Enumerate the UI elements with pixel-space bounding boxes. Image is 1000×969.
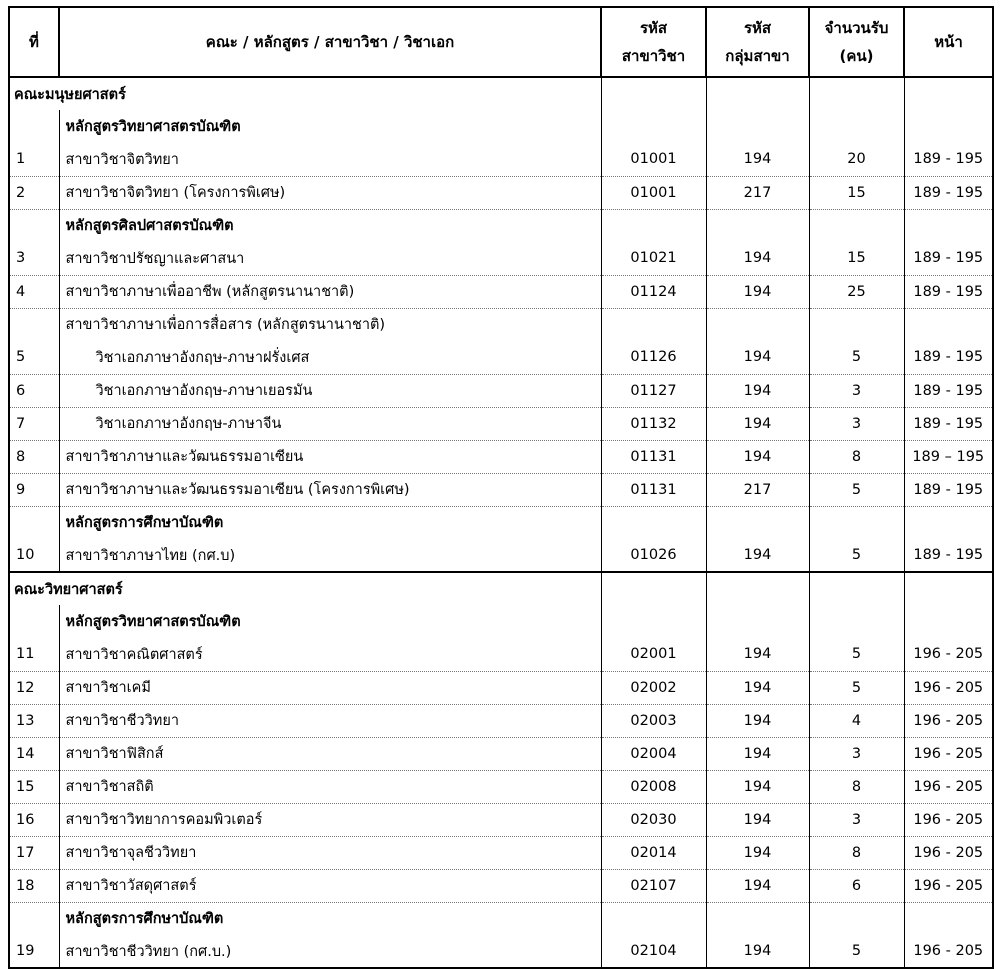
row-page: 189 - 195 bbox=[904, 176, 993, 209]
row-no: 14 bbox=[9, 737, 59, 770]
row-page: 189 - 195 bbox=[904, 275, 993, 308]
row-count: 6 bbox=[809, 869, 904, 902]
row-code: 02008 bbox=[601, 770, 706, 803]
row-page: 189 - 195 bbox=[904, 407, 993, 440]
row-code: 02002 bbox=[601, 671, 706, 704]
row-page: 189 - 195 bbox=[904, 143, 993, 176]
row-page: 196 - 205 bbox=[904, 704, 993, 737]
row-page: 196 - 205 bbox=[904, 737, 993, 770]
row-page: 189 – 195 bbox=[904, 440, 993, 473]
row-no: 10 bbox=[9, 539, 59, 572]
row-count: 5 bbox=[809, 539, 904, 572]
row-count: 5 bbox=[809, 671, 904, 704]
row-name: สาขาวิชาจุลชีววิทยา bbox=[59, 836, 601, 869]
row-group: 194 bbox=[706, 407, 809, 440]
table-row bbox=[9, 275, 993, 308]
row-name: สาขาวิชาสถิติ bbox=[59, 770, 601, 803]
row-code: 01132 bbox=[601, 407, 706, 440]
row-count: 20 bbox=[809, 143, 904, 176]
table-row bbox=[9, 836, 993, 869]
subgroup-row bbox=[9, 308, 993, 341]
row-name: สาขาวิชาปรัชญาและศาสนา bbox=[59, 242, 601, 275]
row-group: 194 bbox=[706, 671, 809, 704]
row-page: 196 - 205 bbox=[904, 869, 993, 902]
table-row bbox=[9, 473, 993, 506]
row-group: 194 bbox=[706, 836, 809, 869]
curriculum-name: หลักสูตรวิทยาศาสตรบัณฑิต bbox=[59, 605, 601, 638]
row-code: 02107 bbox=[601, 869, 706, 902]
header-count-line1: จำนวนรับ bbox=[824, 19, 889, 37]
curriculum-row bbox=[9, 605, 993, 638]
row-name: สาขาวิชาฟิสิกส์ bbox=[59, 737, 601, 770]
row-count: 5 bbox=[809, 473, 904, 506]
row-no: 12 bbox=[9, 671, 59, 704]
row-no: 4 bbox=[9, 275, 59, 308]
faculty-name: คณะวิทยาศาสตร์ bbox=[9, 572, 601, 605]
row-name: สาขาวิชาจิตวิทยา (โครงการพิเศษ) bbox=[59, 176, 601, 209]
row-name: สาขาวิชาเคมี bbox=[59, 671, 601, 704]
row-page: 189 - 195 bbox=[904, 341, 993, 374]
row-group: 194 bbox=[706, 737, 809, 770]
curriculum-row bbox=[9, 506, 993, 539]
header-group-line2: กลุ่มสาขา bbox=[725, 47, 790, 65]
row-page: 196 - 205 bbox=[904, 638, 993, 671]
row-code: 01124 bbox=[601, 275, 706, 308]
row-no: 1 bbox=[9, 143, 59, 176]
row-page: 189 - 195 bbox=[904, 473, 993, 506]
header-count-line2: (คน) bbox=[839, 47, 874, 65]
curriculum-row bbox=[9, 110, 993, 143]
row-no: 8 bbox=[9, 440, 59, 473]
row-page: 196 - 205 bbox=[904, 935, 993, 968]
header-group-line1: รหัส bbox=[743, 19, 772, 37]
row-no: 11 bbox=[9, 638, 59, 671]
table-row bbox=[9, 176, 993, 209]
row-no: 17 bbox=[9, 836, 59, 869]
row-group: 217 bbox=[706, 473, 809, 506]
row-count: 25 bbox=[809, 275, 904, 308]
row-group: 194 bbox=[706, 143, 809, 176]
row-no: 5 bbox=[9, 341, 59, 374]
curriculum-name: หลักสูตรการศึกษาบัณฑิต bbox=[59, 902, 601, 935]
table-row bbox=[9, 638, 993, 671]
table-row bbox=[9, 143, 993, 176]
header-row bbox=[9, 7, 993, 77]
header-code-line1: รหัส bbox=[639, 19, 668, 37]
table-row bbox=[9, 341, 993, 374]
row-code: 01127 bbox=[601, 374, 706, 407]
row-count: 8 bbox=[809, 836, 904, 869]
row-no: 16 bbox=[9, 803, 59, 836]
row-code: 02001 bbox=[601, 638, 706, 671]
row-group: 194 bbox=[706, 638, 809, 671]
row-name: สาขาวิชาชีววิทยา bbox=[59, 704, 601, 737]
row-name: สาขาวิชาจิตวิทยา bbox=[59, 143, 601, 176]
row-count: 15 bbox=[809, 176, 904, 209]
row-code: 02104 bbox=[601, 935, 706, 968]
row-code: 02003 bbox=[601, 704, 706, 737]
row-no: 3 bbox=[9, 242, 59, 275]
row-code: 02014 bbox=[601, 836, 706, 869]
row-group: 194 bbox=[706, 374, 809, 407]
row-group: 194 bbox=[706, 539, 809, 572]
row-page: 189 - 195 bbox=[904, 539, 993, 572]
table-row bbox=[9, 407, 993, 440]
row-group: 194 bbox=[706, 242, 809, 275]
curriculum-name: หลักสูตรวิทยาศาสตรบัณฑิต bbox=[59, 110, 601, 143]
row-code: 01001 bbox=[601, 143, 706, 176]
row-count: 3 bbox=[809, 803, 904, 836]
row-name: สาขาวิชาวิทยาการคอมพิวเตอร์ bbox=[59, 803, 601, 836]
row-code: 01126 bbox=[601, 341, 706, 374]
curriculum-row bbox=[9, 209, 993, 242]
row-page: 196 - 205 bbox=[904, 803, 993, 836]
row-code: 02004 bbox=[601, 737, 706, 770]
row-name: วิชาเอกภาษาอังกฤษ-ภาษาฝรั่งเศส bbox=[59, 341, 601, 374]
row-name: สาขาวิชาภาษาไทย (กศ.บ) bbox=[59, 539, 601, 572]
row-group: 194 bbox=[706, 275, 809, 308]
row-group: 194 bbox=[706, 869, 809, 902]
row-page: 196 - 205 bbox=[904, 770, 993, 803]
row-count: 3 bbox=[809, 374, 904, 407]
header-count bbox=[809, 7, 904, 77]
row-page: 196 - 205 bbox=[904, 836, 993, 869]
row-count: 15 bbox=[809, 242, 904, 275]
row-name: สาขาวิชาวัสดุศาสตร์ bbox=[59, 869, 601, 902]
subgroup-name: สาขาวิชาภาษาเพื่อการสื่อสาร (หลักสูตรนานาชาติ) bbox=[59, 308, 601, 341]
table-row bbox=[9, 374, 993, 407]
row-name: สาขาวิชาภาษาและวัฒนธรรมอาเซียน bbox=[59, 440, 601, 473]
table-row bbox=[9, 440, 993, 473]
row-no: 18 bbox=[9, 869, 59, 902]
row-count: 5 bbox=[809, 341, 904, 374]
table-row bbox=[9, 242, 993, 275]
row-group: 194 bbox=[706, 341, 809, 374]
row-code: 01026 bbox=[601, 539, 706, 572]
header-no: ที่ bbox=[9, 7, 59, 77]
faculty-row bbox=[9, 572, 993, 605]
row-count: 5 bbox=[809, 638, 904, 671]
header-code-line2: สาขาวิชา bbox=[621, 47, 686, 65]
row-count: 8 bbox=[809, 440, 904, 473]
row-name: สาขาวิชาภาษาและวัฒนธรรมอาเซียน (โครงการพิเศษ) bbox=[59, 473, 601, 506]
row-page: 189 - 195 bbox=[904, 374, 993, 407]
row-count: 3 bbox=[809, 407, 904, 440]
header-code bbox=[601, 7, 706, 77]
curriculum-name: หลักสูตรการศึกษาบัณฑิต bbox=[59, 506, 601, 539]
table-row bbox=[9, 935, 993, 968]
curriculum-name: หลักสูตรศิลปศาสตรบัณฑิต bbox=[59, 209, 601, 242]
table-row bbox=[9, 704, 993, 737]
row-group: 194 bbox=[706, 440, 809, 473]
row-no: 15 bbox=[9, 770, 59, 803]
row-count: 3 bbox=[809, 737, 904, 770]
row-no: 9 bbox=[9, 473, 59, 506]
admission-table bbox=[8, 6, 994, 969]
table-row bbox=[9, 671, 993, 704]
row-group: 194 bbox=[706, 704, 809, 737]
table-row bbox=[9, 539, 993, 572]
row-group: 194 bbox=[706, 935, 809, 968]
header-page: หน้า bbox=[904, 7, 993, 77]
row-group: 194 bbox=[706, 770, 809, 803]
row-code: 01131 bbox=[601, 440, 706, 473]
faculty-row bbox=[9, 77, 993, 110]
header-name: คณะ / หลักสูตร / สาขาวิชา / วิชาเอก bbox=[59, 7, 601, 77]
row-name: สาขาวิชาชีววิทยา (กศ.บ.) bbox=[59, 935, 601, 968]
row-page: 189 - 195 bbox=[904, 242, 993, 275]
table-row bbox=[9, 869, 993, 902]
row-no: 2 bbox=[9, 176, 59, 209]
table-row bbox=[9, 737, 993, 770]
row-code: 01021 bbox=[601, 242, 706, 275]
row-group: 194 bbox=[706, 803, 809, 836]
faculty-name: คณะมนุษยศาสตร์ bbox=[9, 77, 601, 110]
row-name: วิชาเอกภาษาอังกฤษ-ภาษาเยอรมัน bbox=[59, 374, 601, 407]
row-code: 02030 bbox=[601, 803, 706, 836]
row-no: 19 bbox=[9, 935, 59, 968]
row-page: 196 - 205 bbox=[904, 671, 993, 704]
row-name: สาขาวิชาภาษาเพื่ออาชีพ (หลักสูตรนานาชาติ) bbox=[59, 275, 601, 308]
table-row bbox=[9, 770, 993, 803]
row-no: 7 bbox=[9, 407, 59, 440]
row-count: 5 bbox=[809, 935, 904, 968]
row-code: 01001 bbox=[601, 176, 706, 209]
header-group bbox=[706, 7, 809, 77]
row-name: สาขาวิชาคณิตศาสตร์ bbox=[59, 638, 601, 671]
row-no: 13 bbox=[9, 704, 59, 737]
row-count: 8 bbox=[809, 770, 904, 803]
row-code: 01131 bbox=[601, 473, 706, 506]
row-count: 4 bbox=[809, 704, 904, 737]
row-group: 217 bbox=[706, 176, 809, 209]
table-row bbox=[9, 803, 993, 836]
row-no: 6 bbox=[9, 374, 59, 407]
curriculum-row bbox=[9, 902, 993, 935]
row-name: วิชาเอกภาษาอังกฤษ-ภาษาจีน bbox=[59, 407, 601, 440]
